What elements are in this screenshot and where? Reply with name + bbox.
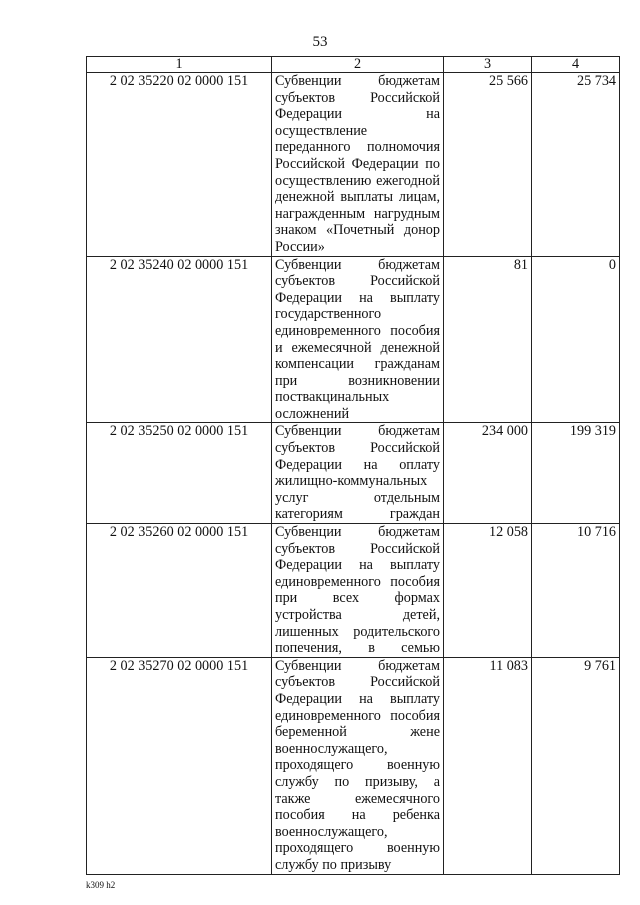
classification-code: 2 02 35240 02 0000 151 [87, 256, 272, 423]
table-row [87, 73, 620, 257]
revenue-description: Субвенции бюджетам субъектов Российской Федерации на выплату государственного единовременного пособия и ежемесячной денежной компенсации гражданам при возникновении поствакцинальных осложнений [272, 256, 444, 423]
budget-table [86, 56, 620, 875]
value-column-3: 234 000 [444, 423, 532, 524]
value-column-4: 0 [532, 256, 620, 423]
revenue-description: Субвенции бюджетам субъектов Российской Федерации на осуществление переданного полномочия Российской Федерации по осуществлению ежегодной денежной выплаты лицам, награжденным нагрудным знаком «Почетный донор России» [272, 73, 444, 257]
value-column-3: 11 083 [444, 657, 532, 874]
column-header-2: 2 [272, 57, 444, 73]
classification-code: 2 02 35250 02 0000 151 [87, 423, 272, 524]
revenue-description: Субвенции бюджетам субъектов Российской Федерации на оплату жилищно-коммунальных услуг отдельным категориям граждан [272, 423, 444, 524]
classification-code: 2 02 35260 02 0000 151 [87, 524, 272, 658]
column-header-3: 3 [444, 57, 532, 73]
page-number: 53 [312, 34, 328, 50]
table-row [87, 524, 620, 658]
column-header-1: 1 [87, 57, 272, 73]
column-header-4: 4 [532, 57, 620, 73]
revenue-description: Субвенции бюджетам субъектов Российской Федерации на выплату единовременного пособия при всех формах устройства детей, лишенных родительского попечения, в семью [272, 524, 444, 658]
value-column-4: 9 761 [532, 657, 620, 874]
classification-code: 2 02 35220 02 0000 151 [87, 73, 272, 257]
table-row [87, 256, 620, 423]
value-column-4: 199 319 [532, 423, 620, 524]
value-column-3: 25 566 [444, 73, 532, 257]
document-footer-code: k309 h2 [86, 880, 116, 890]
revenue-description: Субвенции бюджетам субъектов Российской Федерации на выплату единовременного пособия беременной жене военнослужащего, проходящего военную службу по призыву, а также ежемесячного пособия на ребенка военнослужащего, проходящего военную службу по призыву [272, 657, 444, 874]
value-column-4: 25 734 [532, 73, 620, 257]
value-column-3: 81 [444, 256, 532, 423]
table-header-row [87, 57, 620, 73]
classification-code: 2 02 35270 02 0000 151 [87, 657, 272, 874]
value-column-4: 10 716 [532, 524, 620, 658]
value-column-3: 12 058 [444, 524, 532, 658]
table-row [87, 423, 620, 524]
table-row [87, 657, 620, 874]
